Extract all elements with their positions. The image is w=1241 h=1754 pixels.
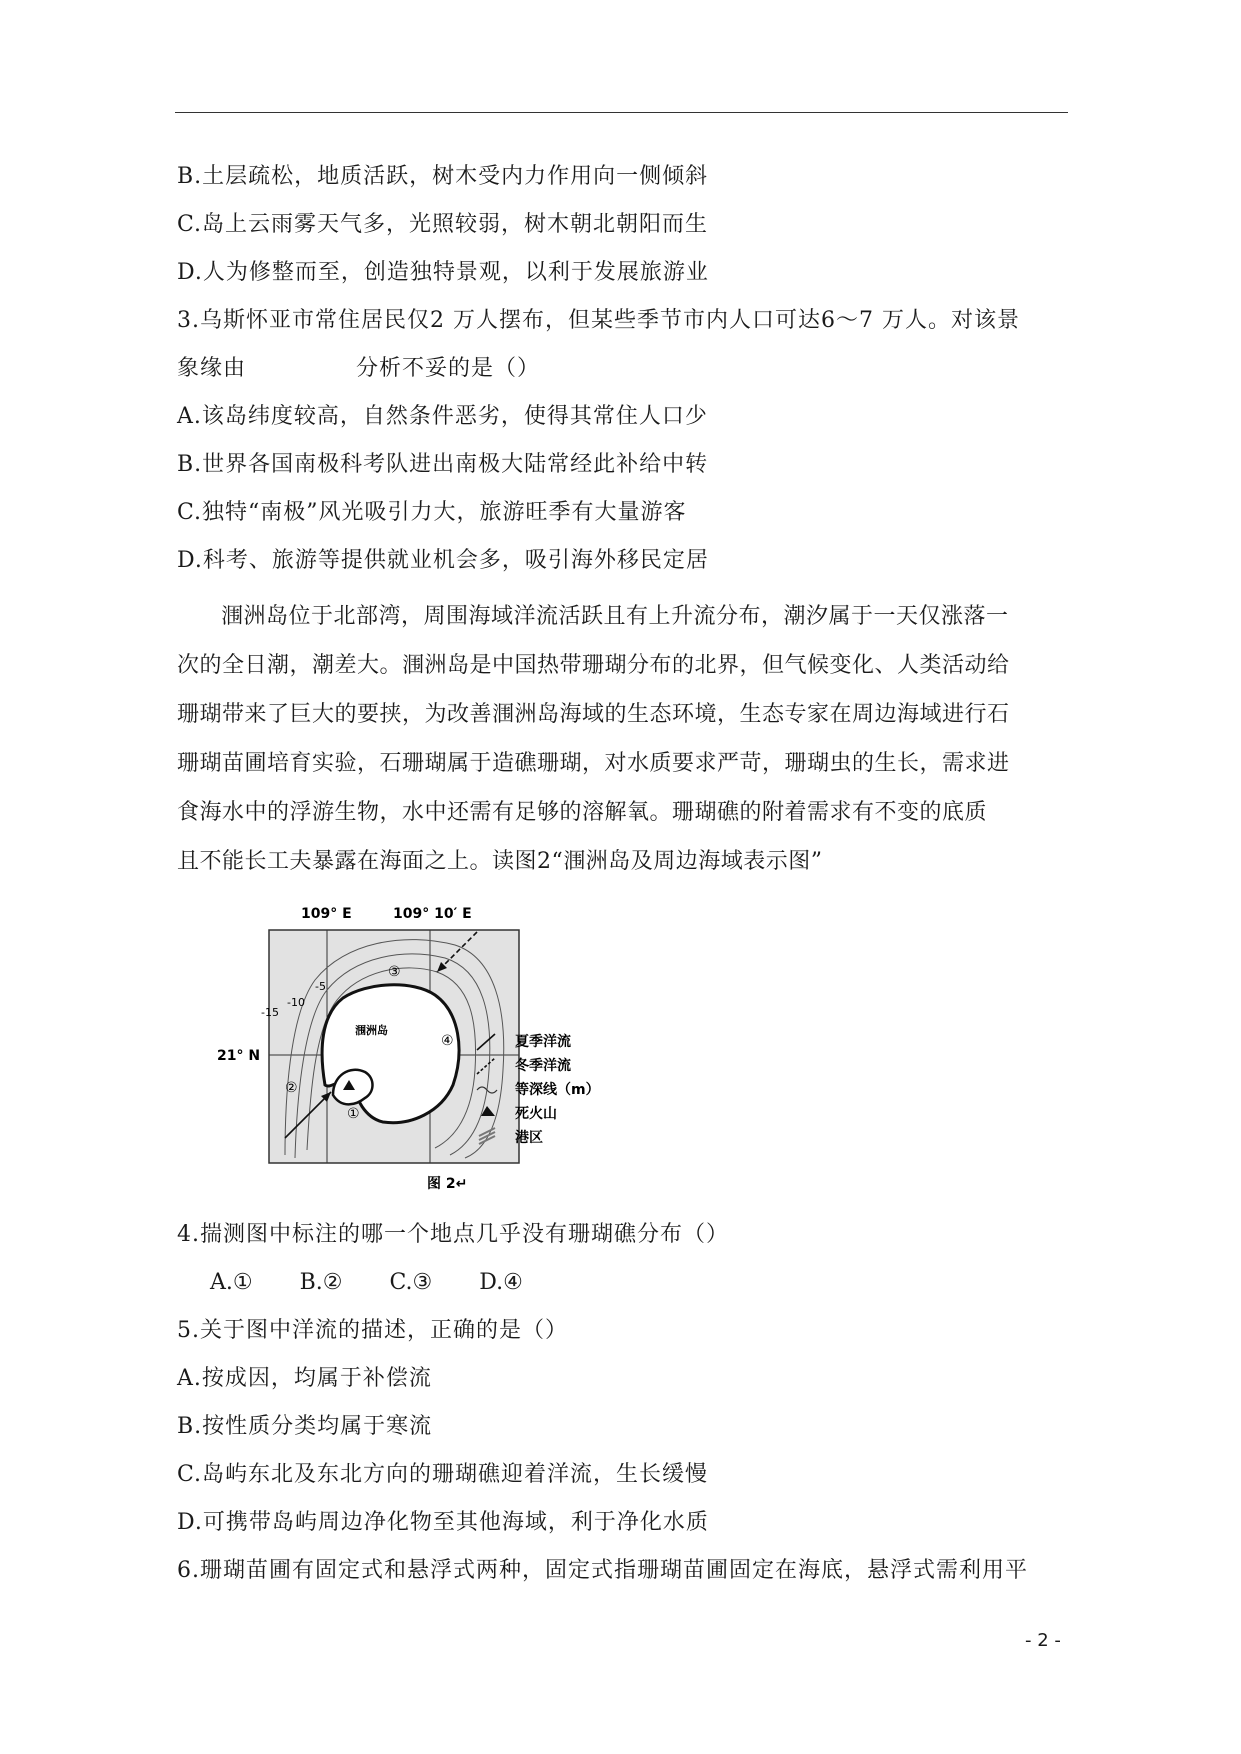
q3-stem-part-a: 象缘由 — [177, 356, 247, 381]
site-2: ② — [285, 1080, 298, 1096]
depth-label-5: -5 — [315, 980, 326, 993]
header-rule — [175, 112, 1068, 113]
question-3-stem-cont — [177, 354, 540, 384]
legend-winter: 冬季洋流 — [515, 1058, 571, 1074]
question-3-stem: 3.乌斯怀亚市常住居民仅2 万人摆布，但某些季节市内人口可达6～7 万人。对该景 — [177, 308, 1020, 333]
depth-label-10: -10 — [287, 996, 305, 1009]
q5-option-d: D.可携带岛屿周边净化物至其他海域，利于净化水质 — [177, 1510, 709, 1535]
passage — [177, 592, 1097, 886]
passage-line: 珊瑚苗圃培育实验，石珊瑚属于造礁珊瑚，对水质要求严苛，珊瑚虫的生长，需求进 — [177, 751, 1010, 776]
q3-option-d: D.科考、旅游等提供就业机会多，吸引海外移民定居 — [177, 548, 709, 573]
q4-option-d: D.④ — [479, 1270, 523, 1295]
q4-options — [210, 1268, 563, 1298]
q4-option-b: B.② — [299, 1270, 343, 1295]
question-4: 4.揣测图中标注的哪一个地点几乎没有珊瑚礁分布（） — [177, 1222, 729, 1247]
q2-option-c: C.岛上云雨雾天气多，光照较弱，树木朝北朝阳而生 — [177, 212, 709, 237]
figure-caption: 图 2↵ — [427, 1176, 468, 1190]
q3-stem-part-b: 分析不妥的是（） — [356, 356, 541, 381]
depth-label-15: -15 — [261, 1006, 279, 1019]
lat-label-21: 21° N — [217, 1048, 261, 1064]
q3-option-b: B.世界各国南极科考队进出南极大陆常经此补给中转 — [177, 452, 709, 477]
q3-option-a: A.该岛纬度较高，自然条件恶劣，使得其常住人口少 — [177, 404, 708, 429]
passage-line: 涠洲岛位于北部湾，周围海域洋流活跃且有上升流分布，潮汐属于一天仅涨落一 — [221, 604, 1009, 629]
question-5: 5.关于图中洋流的描述，正确的是（） — [177, 1318, 568, 1343]
q5-option-b: B.按性质分类均属于寒流 — [177, 1414, 433, 1439]
q4-option-a: A.① — [210, 1270, 253, 1295]
passage-line: 食海水中的浮游生物，水中还需有足够的溶解氧。珊瑚礁的附着需求有不变的底质 — [177, 800, 988, 825]
passage-line: 且不能长工夫暴露在海面之上。读图2“涠洲岛及周边海域表示图” — [177, 849, 823, 874]
legend-summer: 夏季洋流 — [515, 1034, 571, 1050]
q4-option-c: C.③ — [389, 1270, 433, 1295]
legend-volcano: 死火山 — [515, 1106, 557, 1122]
site-4: ④ — [441, 1033, 454, 1049]
page-number: - 2 - — [1025, 1630, 1061, 1651]
passage-line: 次的全日潮，潮差大。涠洲岛是中国热带珊瑚分布的北界，但气候变化、人类活动给 — [177, 653, 1010, 678]
q2-option-d: D.人为修整而至，创造独特景观，以利于发展旅游业 — [177, 260, 709, 285]
q3-option-c: C.独特“南极”风光吸引力大，旅游旺季有大量游客 — [177, 500, 687, 525]
legend-isobath: 等深线（m） — [515, 1082, 600, 1098]
figure-weizhou-map — [215, 900, 685, 1190]
legend-harbor: 港区 — [515, 1130, 543, 1146]
q2-option-b: B.土层疏松，地质活跃，树木受内力作用向一侧倾斜 — [177, 164, 709, 189]
island-label: 涠洲岛 — [355, 1024, 388, 1037]
lon-label-109-10: 109° 10′ E — [393, 906, 472, 922]
lon-label-109: 109° E — [301, 906, 352, 922]
q5-option-a: A.按成因，均属于补偿流 — [177, 1366, 432, 1391]
site-3: ③ — [388, 964, 401, 980]
passage-line: 珊瑚带来了巨大的要挟，为改善涠洲岛海域的生态环境，生态专家在周边海域进行石 — [177, 702, 1010, 727]
question-6: 6.珊瑚苗圃有固定式和悬浮式两种，固定式指珊瑚苗圃固定在海底，悬浮式需利用平 — [177, 1558, 1028, 1583]
q5-option-c: C.岛屿东北及东北方向的珊瑚礁迎着洋流，生长缓慢 — [177, 1462, 709, 1487]
site-1: ① — [347, 1106, 360, 1122]
